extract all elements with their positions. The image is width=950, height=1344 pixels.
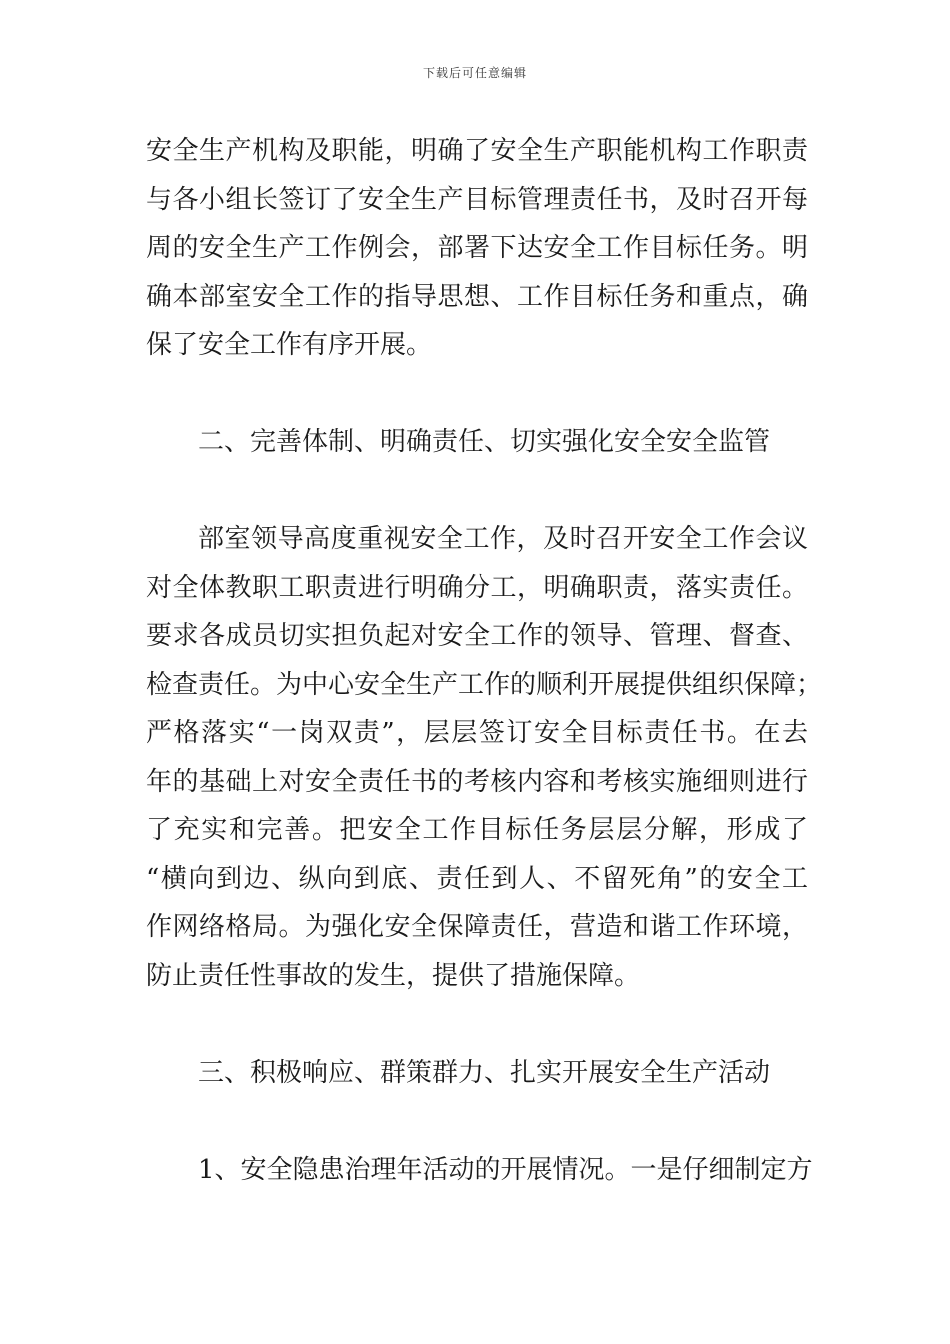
paragraph-gap <box>146 467 808 516</box>
paragraph-line: 要求各成员切实担负起对安全工作的领导、管理、督查、 <box>146 621 808 651</box>
paragraph-line: 检查责任。为中心安全生产工作的顺利开展提供组织保障； <box>146 669 823 700</box>
paragraph-line: 年的基础上对安全责任书的考核内容和考核实施细则进行 <box>146 766 808 797</box>
paragraph-gap <box>146 370 808 419</box>
page-header-note: 下载后可任意编辑 <box>422 66 527 80</box>
section-heading-2: 二、完善体制、明确责任、切实强化安全安全监管 <box>198 427 771 457</box>
paragraph-line: 部室领导高度重视安全工作，及时召开安全工作会议 <box>198 524 808 554</box>
paragraph-gap <box>146 1097 808 1146</box>
paragraph-line: 作网络格局。为强化安全保障责任，营造和谐工作环境， <box>146 912 808 942</box>
paragraph-line: 保了安全工作有序开展。 <box>146 330 433 360</box>
paragraph-line: 1、安全隐患治理年活动的开展情况。一是仔细制定方 <box>198 1154 813 1185</box>
paragraph-gap <box>146 1000 808 1049</box>
paragraph-line: 防止责任性事故的发生，提供了措施保障。 <box>146 960 641 991</box>
paragraph-line: 周的安全生产工作例会，部署下达安全工作目标任务。明 <box>146 233 808 263</box>
paragraph-line: 确本部室安全工作的指导思想、工作目标任务和重点，确 <box>146 281 808 312</box>
paragraph-line: “横向到边、纵向到底、责任到人、不留死角”的安全工 <box>146 863 808 894</box>
paragraph-line: 与各小组长签订了安全生产目标管理责任书，及时召开每 <box>146 184 808 215</box>
section-heading-3: 三、积极响应、群策群力、扎实开展安全生产活动 <box>198 1057 771 1088</box>
paragraph-line: 安全生产机构及职能，明确了安全生产职能机构工作职责 <box>146 136 808 166</box>
paragraph-line: 严格落实“一岗双责”，层层签订安全目标责任书。在去 <box>146 718 808 748</box>
paragraph-line: 对全体教职工职责进行明确分工，明确职责，落实责任。 <box>146 572 808 603</box>
paragraph-line: 了充实和完善。把安全工作目标任务层层分解，形成了 <box>146 815 808 845</box>
document-body <box>146 127 823 1194</box>
